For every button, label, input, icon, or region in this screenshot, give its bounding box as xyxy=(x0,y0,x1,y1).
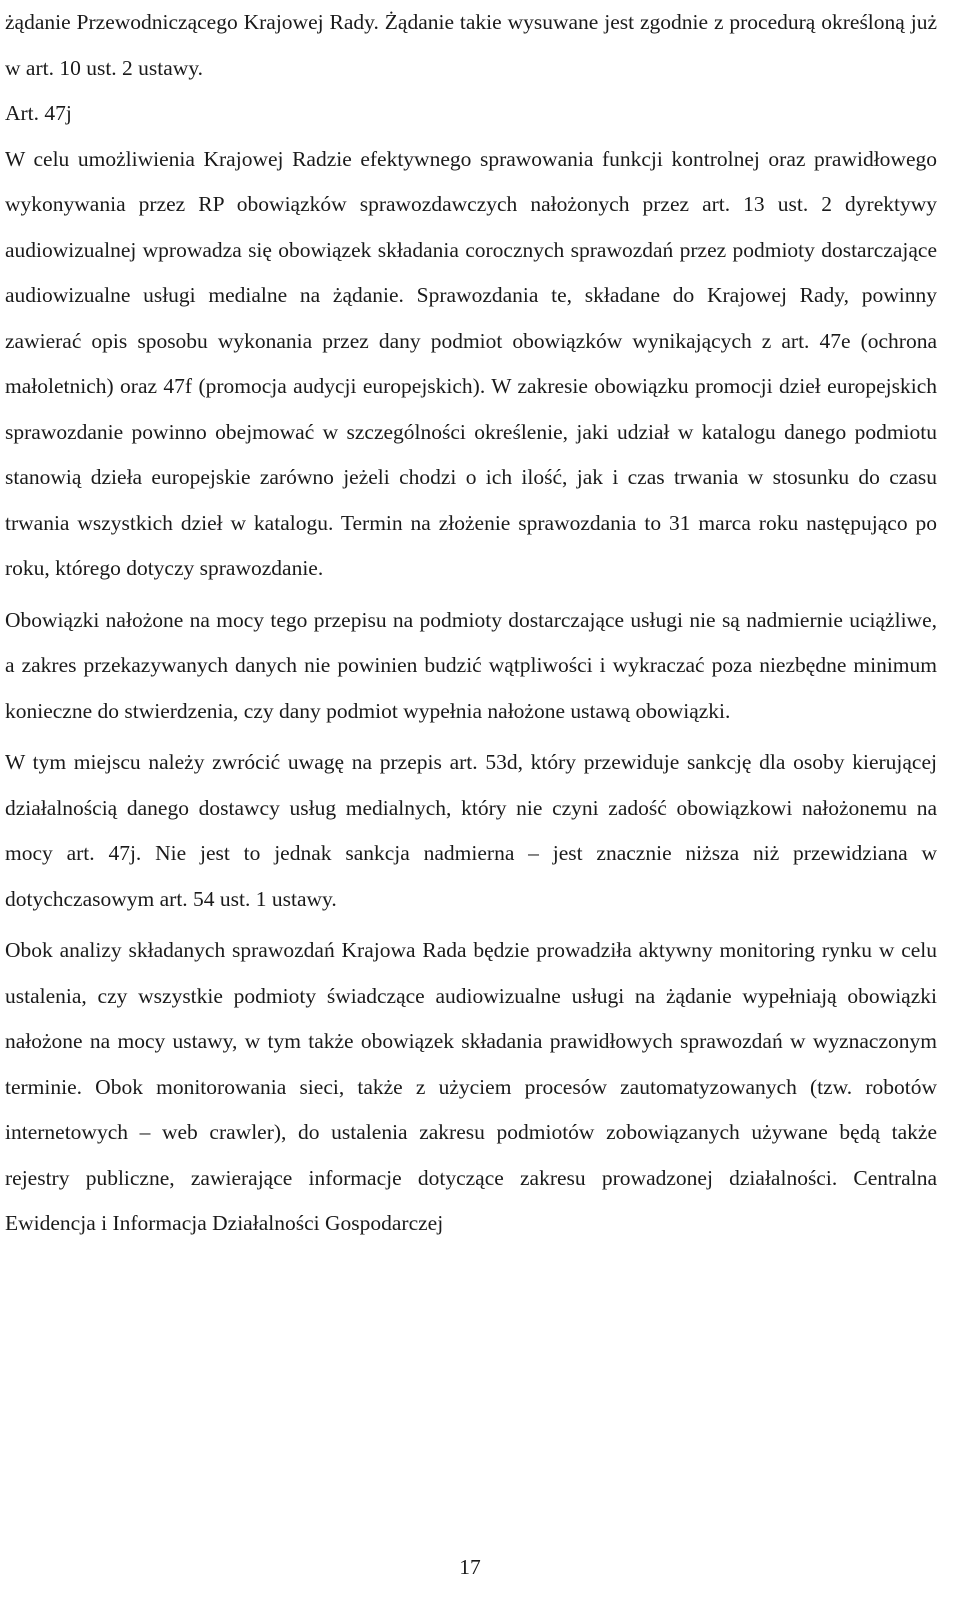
paragraph-reporting-obligation: W celu umożliwienia Krajowej Radzie efektywnego sprawowania funkcji kontrolnej oraz prawidłowego wykonywania przez RP obowiązków sprawozdawczych nałożonych przez art. 13 ust. 2 dyrektywy audiowizualnej wprowadza się obowiązek składania corocznych sprawozdań przez podmioty dostarczające audiowizualne usługi medialne na żądanie. Sprawozdania te, składane do Krajowej Rady, powinny zawierać opis sposobu wykonania przez dany podmiot obowiązków wynikających z art. 47e (ochrona małoletnich) oraz 47f (promocja audycji europejskich). W zakresie obowiązku promocji dzieł europejskich sprawozdanie powinno obejmować w szczególności określenie, jaki udział w katalogu danego podmiotu stanowią dzieła europejskie zarówno jeżeli chodzi o ich ilość, jak i czas trwania w stosunku do czasu trwania wszystkich dzieł w katalogu. Termin na złożenie sprawozdania to 31 marca roku następująco po roku, którego dotyczy sprawozdanie. xyxy=(5,146,937,580)
intro-paragraph: żądanie Przewodniczącego Krajowej Rady. Żądanie takie wysuwane jest zgodnie z procedurą określoną już w art. 10 ust. 2 ustawy. xyxy=(5,10,937,80)
paragraph-sanction: W tym miejscu należy zwrócić uwagę na przepis art. 53d, który przewiduje sankcję dla osoby kierującej działalnością danego dostawcy usług medialnych, który nie czyni zadość obowiązkowi nałożonemu na mocy art. 47j. Nie jest to jednak sankcja nadmierna – jest znacznie niższa niż przewidziana w dotychczasowym art. 54 ust. 1 ustawy. xyxy=(5,750,937,911)
page-number: 17 xyxy=(459,1555,481,1579)
paragraph-monitoring: Obok analizy składanych sprawozdań Krajowa Rada będzie prowadziła aktywny monitoring rynku w celu ustalenia, czy wszystkie podmioty świadczące audiowizualne usługi na żądanie wypełniają obowiązki nałożone na mocy ustawy, w tym także obowiązek składania prawidłowych sprawozdań w wyznaczonym terminie. Obok monitorowania sieci, także z użyciem procesów zautomatyzowanych (tzw. robotów internetowych – web crawler), do ustalenia zakresu podmiotów zobowiązanych używane będą także rejestry publiczne, zawierające informacje dotyczące zakresu prowadzonej działalności. Centralna Ewidencja i Informacja Działalności Gospodarczej xyxy=(5,938,937,1235)
article-heading: Art. 47j xyxy=(5,101,72,125)
document-page xyxy=(5,0,937,1247)
paragraph-obligations-burden: Obowiązki nałożone na mocy tego przepisu na podmioty dostarczające usługi nie są nadmiernie uciążliwe, a zakres przekazywanych danych nie powinien budzić wątpliwości i wykraczać poza niezbędne minimum konieczne do stwierdzenia, czy dany podmiot wypełnia nałożone ustawą obowiązki. xyxy=(5,607,937,723)
